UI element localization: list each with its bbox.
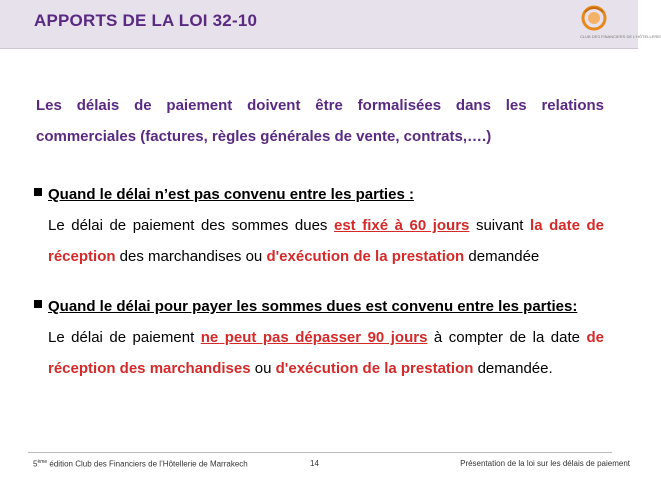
body-text: des marchandises ou bbox=[115, 248, 267, 265]
bullet-no-agreed-delay bbox=[34, 179, 604, 272]
slide-title: APPORTS DE LA LOI 32-10 bbox=[34, 11, 258, 30]
intro-paragraph: Les délais de paiement doivent être formalisées dans les relations commerciales (factures, règles générales de vente, contrats,….) bbox=[36, 97, 604, 145]
highlight-reception-date: la date de réception bbox=[48, 217, 604, 265]
edition-text: édition Club des Financiers de l’Hôtellerie de Marrakech bbox=[47, 459, 248, 469]
logo-text: CLUB DES FINANCIERS DE L'HÔTELLERIE bbox=[580, 34, 661, 39]
highlight-reception: de réception des marchandises bbox=[48, 329, 604, 377]
bullet-heading: Quand le délai pour payer les sommes dues est convenu entre les parties: bbox=[48, 298, 578, 315]
highlight-execution: d'exécution de la prestation bbox=[275, 360, 474, 377]
body-text: demandée bbox=[464, 248, 540, 265]
body-text: demandée. bbox=[473, 360, 553, 377]
square-bullet-icon bbox=[34, 188, 42, 196]
footer-presentation-title: Présentation de la loi sur les délais de paiement bbox=[460, 459, 630, 468]
body-text: ou bbox=[250, 360, 276, 377]
bullet-body bbox=[48, 322, 604, 384]
edition-sup: ème bbox=[37, 459, 48, 465]
body-text: Le délai de paiement bbox=[48, 329, 201, 346]
body-text: à compter de la date bbox=[427, 329, 587, 346]
square-bullet-icon bbox=[34, 300, 42, 308]
page-number: 14 bbox=[310, 459, 319, 468]
bullet-agreed-delay bbox=[34, 291, 604, 384]
highlight-60-days: est fixé à 60 jours bbox=[333, 217, 470, 234]
body-text: Le délai de paiement des sommes dues bbox=[48, 217, 334, 234]
highlight-execution: d'exécution de la prestation bbox=[266, 248, 465, 265]
footer-edition bbox=[33, 459, 248, 469]
highlight-90-days: ne peut pas dépasser 90 jours bbox=[200, 329, 428, 346]
bullet-body bbox=[48, 210, 604, 272]
edition-number: 5 bbox=[33, 459, 38, 469]
footer-divider bbox=[28, 452, 612, 453]
body-text: suivant bbox=[469, 217, 531, 234]
bullet-heading: Quand le délai n’est pas convenu entre les parties : bbox=[48, 186, 414, 203]
